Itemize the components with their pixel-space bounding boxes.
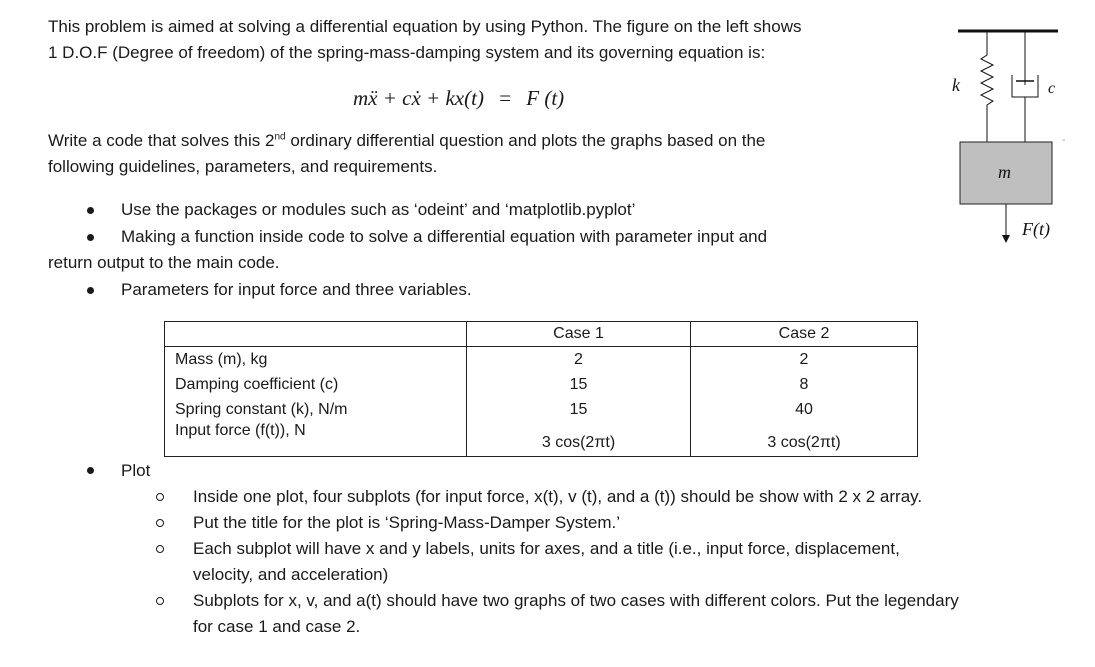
plot-req-4-cont: for case 1 and case 2.: [193, 617, 361, 636]
table-row: [165, 372, 918, 397]
plot-req-3-cont: velocity, and acceleration): [193, 565, 389, 584]
spring-mass-damper-figure: [940, 15, 1090, 250]
table-header-case1: Case 1: [467, 322, 691, 347]
table-row: [165, 397, 918, 422]
row-label-force: Input force (f(t)), N: [165, 422, 467, 457]
equation-rhs: F (t): [526, 86, 565, 110]
force-label: F(t): [1022, 219, 1050, 239]
table-header-case2: Case 2: [691, 322, 918, 347]
cell-case1: 15: [467, 397, 691, 422]
row-label-mass: Mass (m), kg: [165, 347, 467, 373]
cell-case1: 2: [467, 347, 691, 373]
table-row: [165, 347, 918, 373]
cell-case1: 3 cos(2πt): [467, 422, 691, 457]
bullet-3-dot: [87, 287, 94, 294]
table-header-row: [165, 322, 918, 347]
sub-bullet-3: [156, 545, 164, 553]
damper-icon: [1012, 31, 1038, 142]
spring-label: k: [952, 75, 960, 95]
damper-label: c: [1048, 80, 1056, 97]
spring-icon: [981, 31, 993, 142]
plot-req-4: Subplots for x, v, and a(t) should have two graphs of two cases with different colors. Put the legendary: [193, 591, 959, 610]
table-header-label: [165, 322, 467, 347]
plot-req-3: Each subplot will have x and y labels, units for axes, and a title (i.e., input force, displacement,: [193, 539, 900, 558]
sub-bullet-2: [156, 519, 164, 527]
task-line-1: [48, 131, 765, 151]
intro-line-1: This problem is aimed at solving a differential equation by using Python. The figure on the left shows: [48, 17, 802, 36]
bullet-1-dot: [87, 207, 94, 214]
plot-bullet-dot: [87, 467, 94, 474]
bullet-2-dot: [87, 234, 94, 241]
bullet-2-continuation: return output to the main code.: [48, 253, 280, 272]
row-label-spring: Spring constant (k), N/m: [165, 397, 467, 422]
cell-case2: 40: [691, 397, 918, 422]
row-label-damping: Damping coefficient (c): [165, 372, 467, 397]
mass-label: m: [998, 162, 1011, 182]
bullet-1-text: Use the packages or modules such as ‘odeint’ and ‘matplotlib.pyplot’: [121, 200, 636, 219]
governing-equation: [353, 86, 564, 111]
plot-heading: Plot: [121, 461, 151, 480]
plot-req-2: Put the title for the plot is ‘Spring-Mass-Damper System.’: [193, 513, 621, 532]
intro-line-2: 1 D.O.F (Degree of freedom) of the spring-mass-damping system and its governing equation is:: [48, 43, 766, 62]
sub-bullet-1: [156, 493, 164, 501]
equation-lhs: mẍ + cẋ + kx(t): [353, 86, 484, 110]
parameter-table: [164, 321, 918, 457]
task-line-2: following guidelines, parameters, and requirements.: [48, 157, 438, 176]
bullet-2-text: Making a function inside code to solve a differential equation with parameter input and: [121, 227, 768, 246]
plot-req-1: Inside one plot, four subplots (for input force, x(t), v (t), and a (t)) should be show with 2 x 2 array.: [193, 487, 923, 506]
table-row: [165, 422, 918, 457]
cell-case2: 2: [691, 347, 918, 373]
cell-case2: 3 cos(2πt): [691, 422, 918, 457]
cell-case1: 15: [467, 372, 691, 397]
task-line-1-sup: nd: [274, 131, 286, 143]
cell-case2: 8: [691, 372, 918, 397]
task-line-1-post: ordinary differential question and plots the graphs based on the: [285, 131, 766, 150]
task-line-1-pre: Write a code that solves this 2: [48, 131, 275, 150]
equation-equals: =: [499, 86, 512, 110]
force-arrow-icon: [1002, 235, 1010, 243]
figure-tick-mark: -: [1062, 135, 1066, 146]
bullet-3-text: Parameters for input force and three variables.: [121, 280, 472, 299]
sub-bullet-4: [156, 597, 164, 605]
